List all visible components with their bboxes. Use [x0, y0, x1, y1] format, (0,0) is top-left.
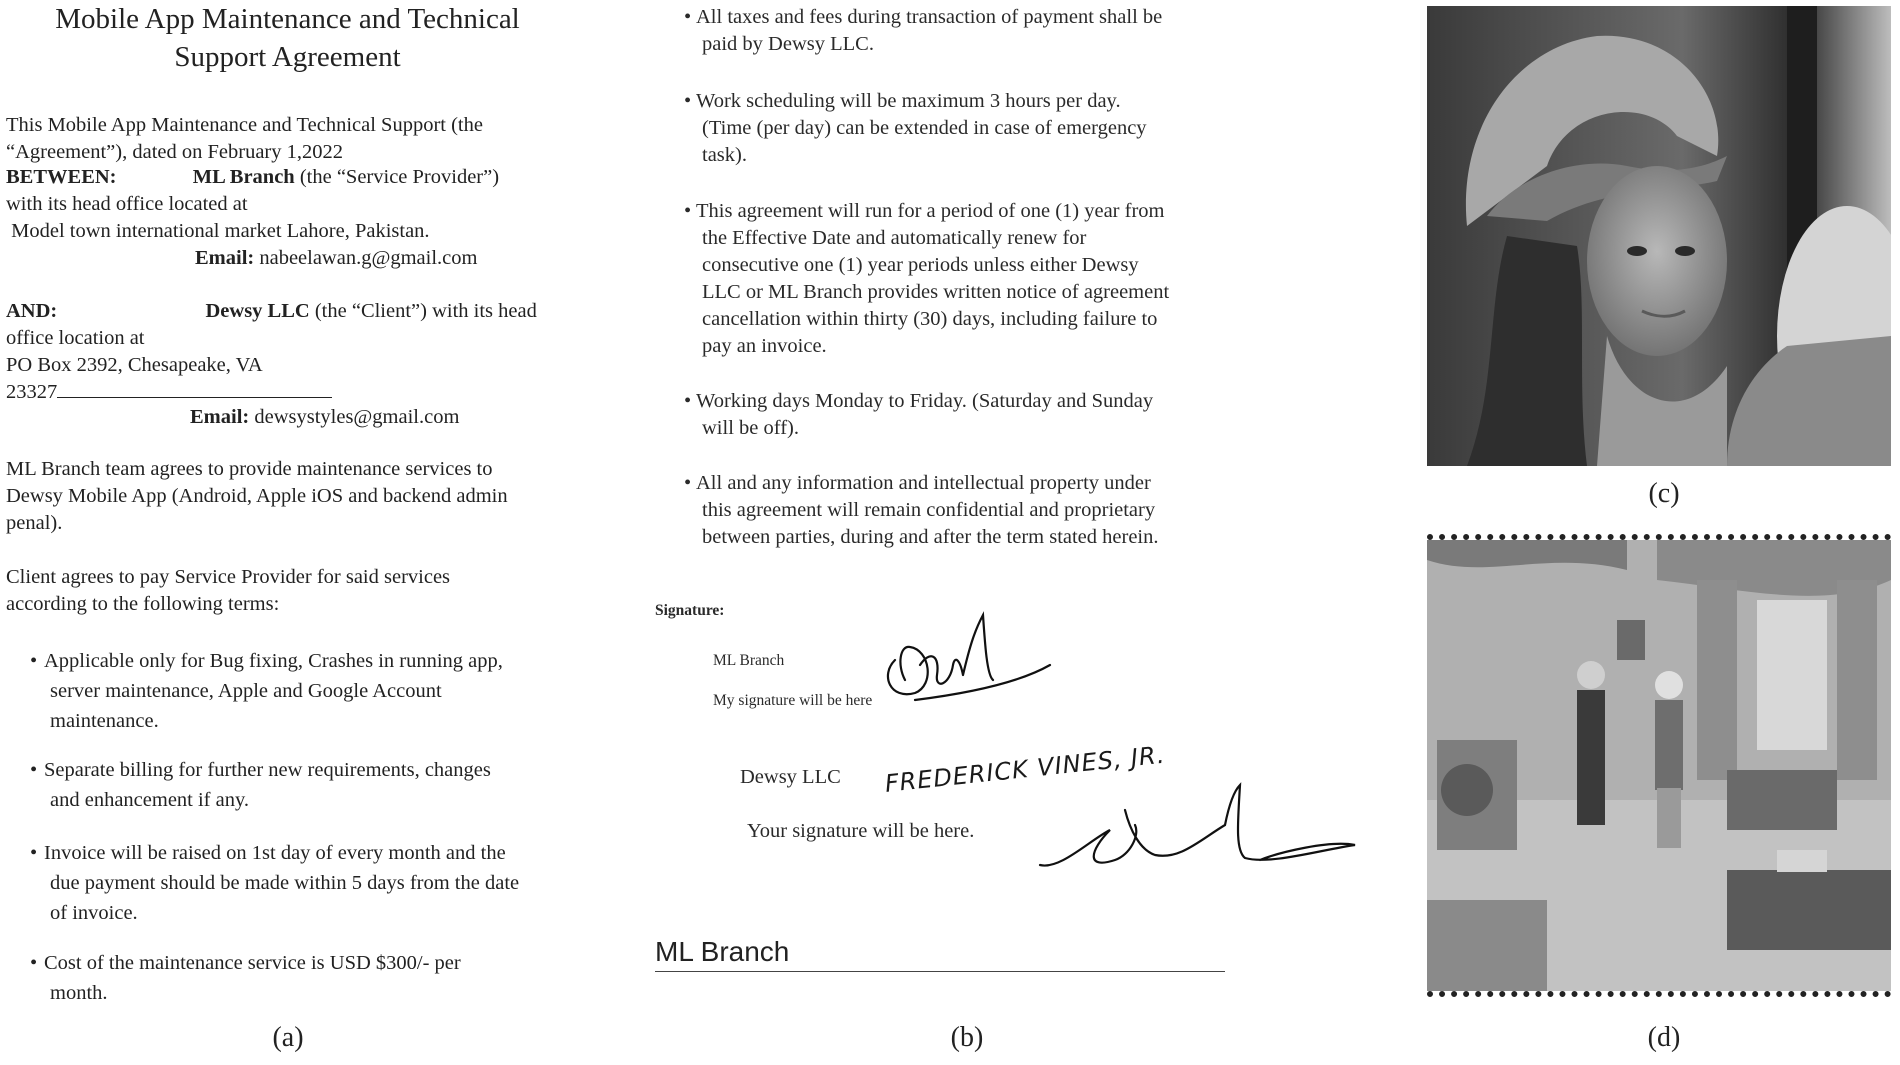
bullet-line: cancellation within thirty (30) days, including failure to	[702, 308, 1158, 330]
bullet-line: and enhancement if any.	[50, 789, 250, 811]
bullet-dot: •	[684, 390, 692, 412]
sig2-handwritten-name: FREDERICK VINES, JR.	[883, 740, 1167, 798]
list-item	[684, 388, 1296, 442]
provider-line-2: with its head office located at	[6, 193, 248, 215]
list-item	[684, 470, 1296, 551]
client-email-row	[190, 404, 459, 431]
bullet-line: Working days Monday to Friday. (Saturday and Sunday	[696, 390, 1154, 412]
room-scene-photo	[1427, 534, 1891, 997]
bullet-line: Separate billing for further new requirements, changes	[44, 759, 491, 781]
bullet-line: Work scheduling will be maximum 3 hours per day.	[696, 90, 1121, 112]
bullet-line: month.	[50, 982, 108, 1004]
and-label: AND:	[6, 300, 58, 322]
sig2-name: Dewsy LLC	[740, 766, 841, 788]
caption-c: (c)	[1648, 478, 1680, 509]
signature-scribble-2	[1030, 780, 1360, 875]
client-line-2: office location at	[6, 327, 145, 349]
bullet-line: Cost of the maintenance service is USD $300/- per	[44, 952, 461, 974]
portrait-photo	[1427, 6, 1891, 466]
signature-label: Signature:	[655, 602, 725, 619]
list-item	[30, 755, 584, 815]
footer-rule	[655, 971, 1225, 972]
provider-email-row	[195, 245, 477, 272]
bullet-line: maintenance.	[50, 710, 159, 732]
caption-b: (b)	[950, 1022, 984, 1053]
bullet-line: the Effective Date and automatically renew for	[702, 227, 1087, 249]
provider-address: Model town international market Lahore, Pakistan.	[6, 220, 430, 242]
sig2-note: Your signature will be here.	[747, 820, 975, 842]
bullet-line: consecutive one (1) year periods unless either Dewsy	[702, 254, 1139, 276]
bullet-line: due payment should be made within 5 days from the date	[50, 872, 520, 894]
pay-line-1: Client agrees to pay Service Provider for said services	[6, 566, 451, 588]
list-item	[30, 948, 584, 1008]
bullet-dot: •	[30, 759, 38, 781]
bullet-line: server maintenance, Apple and Google Account	[50, 680, 442, 702]
client-address-2: 23327	[6, 381, 58, 403]
list-item	[684, 88, 1296, 169]
bullet-dot: •	[684, 90, 692, 112]
client-address-1: PO Box 2392, Chesapeake, VA	[6, 354, 263, 376]
and-row	[6, 298, 537, 325]
bullet-line: All taxes and fees during transaction of payment shall be	[696, 6, 1163, 28]
caption-a: (a)	[272, 1022, 304, 1053]
bullet-line: pay an invoice.	[702, 335, 827, 357]
client-name: Dewsy LLC	[205, 300, 310, 322]
bullet-line: This agreement will run for a period of one (1) year from	[696, 200, 1165, 222]
provider-email-label: Email:	[195, 247, 255, 269]
title-line-1: Mobile App Maintenance and Technical	[55, 3, 520, 35]
signature-scribble-1	[875, 605, 1060, 715]
sig1-note: My signature will be here	[713, 692, 873, 709]
client-email: dewsystyles@gmail.com	[254, 406, 460, 428]
footer-name: ML Branch	[655, 936, 790, 967]
client-email-label: Email:	[190, 406, 250, 428]
pay-line-2: according to the following terms:	[6, 593, 280, 615]
services-line-3: penal).	[6, 512, 63, 534]
bullet-dot: •	[30, 842, 38, 864]
client-address-2-row	[6, 379, 332, 406]
between-label: BETWEEN:	[6, 166, 117, 188]
list-item	[684, 4, 1296, 58]
bullet-dot: •	[684, 200, 692, 222]
document-panel-b	[650, 0, 1300, 1065]
bullet-line: (Time (per day) can be extended in case of emergency	[702, 117, 1147, 139]
provider-role: (the “Service Provider”)	[299, 166, 500, 188]
bullet-line: between parties, during and after the term stated herein.	[702, 526, 1159, 548]
services-line-1: ML Branch team agrees to provide maintenance services to	[6, 458, 493, 480]
bullet-line: task).	[702, 144, 747, 166]
list-item	[30, 838, 604, 928]
title-line-2: Support Agreement	[174, 41, 401, 73]
document-title	[0, 0, 575, 76]
provider-email: nabeelawan.g@gmail.com	[259, 247, 478, 269]
bullet-line: will be off).	[702, 417, 799, 439]
bullet-dot: •	[30, 650, 38, 672]
caption-d: (d)	[1647, 1022, 1681, 1053]
document-panel-a	[0, 0, 600, 1065]
bullet-line: paid by Dewsy LLC.	[702, 33, 874, 55]
list-item	[30, 646, 584, 736]
bullet-line: Applicable only for Bug fixing, Crashes in running app,	[44, 650, 503, 672]
bullet-line: LLC or ML Branch provides written notice of agreement	[702, 281, 1170, 303]
intro-line-1: This Mobile App Maintenance and Technical Support (the	[6, 114, 483, 136]
bullet-dot: •	[30, 952, 38, 974]
list-item	[684, 198, 1296, 360]
sig1-name: ML Branch	[713, 652, 785, 669]
bullet-dot: •	[684, 472, 692, 494]
bullet-dot: •	[684, 6, 692, 28]
bullet-line: of invoice.	[50, 902, 138, 924]
blank-line	[57, 379, 332, 398]
intro-line-2: “Agreement”), dated on February 1,2022	[6, 141, 343, 163]
client-role: (the “Client”) with its head	[314, 300, 537, 322]
bullet-line: this agreement will remain confidential and proprietary	[702, 499, 1156, 521]
bullet-line: Invoice will be raised on 1st day of every month and the	[44, 842, 506, 864]
bullet-line: All and any information and intellectual property under	[696, 472, 1151, 494]
provider-name: ML Branch	[192, 166, 295, 188]
services-line-2: Dewsy Mobile App (Android, Apple iOS and backend admin	[6, 485, 508, 507]
between-row	[6, 164, 499, 191]
